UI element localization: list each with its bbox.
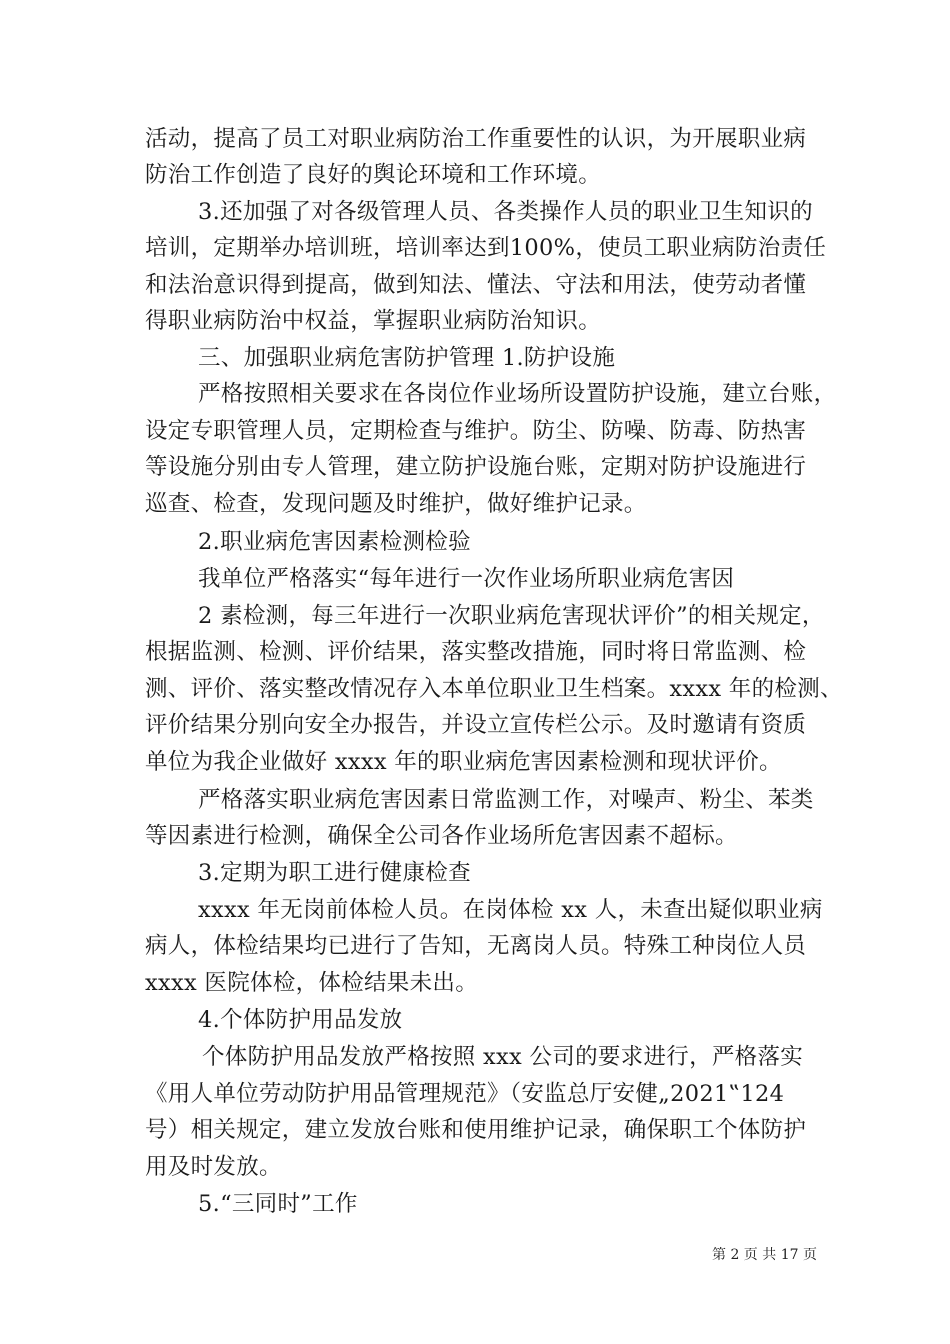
paragraph-line: 培训，定期举办培训班，培训率达到100%，使员工职业病防治责任 xyxy=(145,235,827,261)
paragraph-line: 活动，提高了员工对职业病防治工作重要性的认识，为开展职业病 xyxy=(145,126,807,152)
paragraph-line: 病人，体检结果均已进行了告知，无离岗人员。特殊工种岗位人员 xyxy=(145,933,807,959)
section-heading: 三、加强职业病危害防护管理 1.防护设施 xyxy=(198,345,616,371)
subsection-heading: 4.个体防护用品发放 xyxy=(198,1007,403,1033)
paragraph-line: 我单位严格落实“每年进行一次作业场所职业病危害因 xyxy=(198,566,735,592)
paragraph-line: 《用人单位劳动防护用品管理规范》（安监总厅安健„2021‟124 xyxy=(145,1081,785,1107)
paragraph-line: xxxx 年无岗前体检人员。在岗体检 xx 人，未查出疑似职业病 xyxy=(198,897,823,923)
paragraph-line: 等因素进行检测，确保全公司各作业场所危害因素不超标。 xyxy=(145,823,738,849)
paragraph-line: 设定专职管理人员，定期检查与维护。防尘、防噪、防毒、防热害 xyxy=(145,418,807,444)
paragraph-line: 评价结果分别向安全办报告，并设立宣传栏公示。及时邀请有资质 xyxy=(145,712,807,738)
paragraph-line: 2 素检测，每三年进行一次职业病危害现状评价”的相关规定， xyxy=(198,603,825,629)
subsection-heading: 5.“三同时”工作 xyxy=(198,1191,358,1217)
paragraph-line: 个体防护用品发放严格按照 xxx 公司的要求进行，严格落实 xyxy=(202,1044,804,1070)
paragraph-line: 号）相关规定，建立发放台账和使用维护记录，确保职工个体防护 xyxy=(145,1117,807,1143)
paragraph-line: 3.还加强了对各级管理人员、各类操作人员的职业卫生知识的 xyxy=(198,199,813,225)
paragraph-line: 用及时发放。 xyxy=(145,1154,282,1180)
paragraph-line: 防治工作创造了良好的舆论环境和工作环境。 xyxy=(145,162,602,188)
paragraph-line: 严格按照相关要求在各岗位作业场所设置防护设施，建立台账， xyxy=(198,381,837,407)
paragraph-line: 巡查、检查，发现问题及时维护，做好维护记录。 xyxy=(145,491,647,517)
paragraph-line: 根据监测、检测、评价结果，落实整改措施，同时将日常监测、检 xyxy=(145,639,807,665)
page-number-footer: 第 2 页 共 17 页 xyxy=(712,1247,817,1263)
paragraph-line: 测、评价、落实整改情况存入本单位职业卫生档案。xxxx 年的检测、 xyxy=(145,676,843,702)
paragraph-line: 严格落实职业病危害因素日常监测工作，对噪声、粉尘、苯类 xyxy=(198,787,814,813)
paragraph-line: 等设施分别由专人管理，建立防护设施台账，定期对防护设施进行 xyxy=(145,454,807,480)
subsection-heading: 3.定期为职工进行健康检查 xyxy=(198,860,471,886)
paragraph-line: 和法治意识得到提高，做到知法、懂法、守法和用法，使劳动者懂 xyxy=(145,272,807,298)
paragraph-line: 得职业病防治中权益，掌握职业病防治知识。 xyxy=(145,308,602,334)
paragraph-line: xxxx 医院体检，体检结果未出。 xyxy=(145,970,479,996)
subsection-heading: 2.职业病危害因素检测检验 xyxy=(198,529,471,555)
paragraph-line: 单位为我企业做好 xxxx 年的职业病危害因素检测和现状评价。 xyxy=(145,749,782,775)
